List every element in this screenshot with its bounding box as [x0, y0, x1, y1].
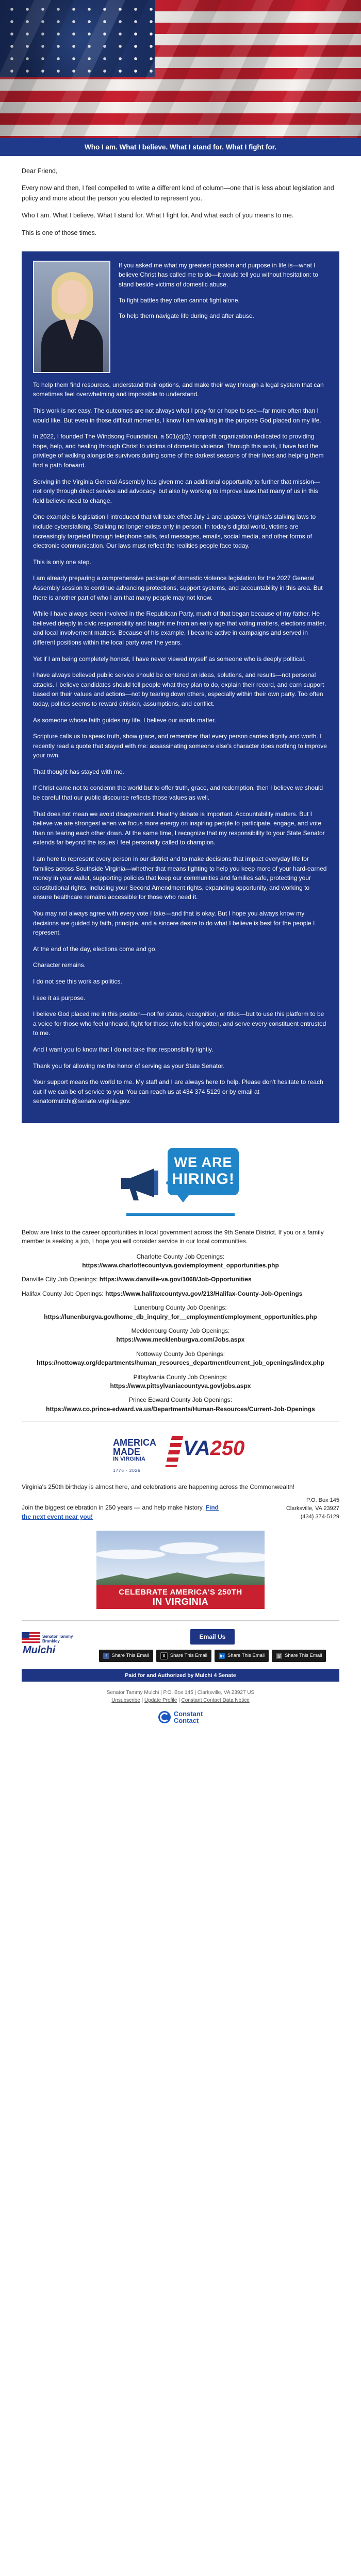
job-listing-title: Lunenburg County Job Openings:: [134, 1304, 227, 1312]
letter-paragraph: You may not always agree with every vote I take—and that is okay. But I hope you always know my decisions are guided by faith, principle, and a sincere desire to do what I believe is best for the people I represent.: [33, 910, 315, 937]
letter-paragraph: Your support means the world to me. My staff and I are always here to help. Please don't hesitate to reach out if we can be of service to you. You can reach us at 434 374 5129 or by email at senatormulchi@senate.virginia.gov.: [33, 1078, 323, 1105]
constant-contact-logo[interactable]: Constant Contact: [0, 1710, 361, 1724]
share-x-button[interactable]: X Share This Email: [156, 1650, 211, 1662]
letter-paragraph: This is only one step.: [33, 558, 91, 566]
letter-paragraph: This work is not easy. The outcomes are not always what I pray for or hope to see—far more often than I would like. But even in those difficult moments, I know I am walking in the purpose God placed on my life.: [33, 407, 321, 424]
letter-paragraph: That thought has stayed with me.: [33, 768, 124, 775]
letter-paragraph: If you asked me what my greatest passion and purpose in life is—what I believe Christ has called me to do—it would tell you without hesitation: to stand beside victims of domestic abuse.: [119, 261, 318, 289]
letter-paragraph: Scripture calls us to speak truth, show grace, and remember that every person carries dignity and worth. I recently read a quote that stayed with me: assassinating someone else's character does nothing to improve your own.: [33, 733, 327, 759]
footer-links: Unsubscribe | Update Profile | Constant Contact Data Notice: [111, 1697, 250, 1703]
hiring-line-1: WE ARE: [174, 1155, 233, 1171]
letter-paragraph: I see it as purpose.: [33, 994, 86, 1002]
job-listing-title: Halifax County Job Openings:: [22, 1290, 104, 1297]
job-listing-link[interactable]: https://www.halifaxcountyva.gov/213/Halifax-County-Job-Openings: [105, 1290, 303, 1297]
job-listing-title: Pittsylvania County Job Openings:: [133, 1373, 228, 1381]
job-listing-halifax: [22, 1290, 339, 1298]
job-listing-title: Mecklenburg County Job Openings:: [131, 1327, 230, 1335]
footer: [0, 1629, 361, 1662]
intro-paragraph: This is one of those times.: [22, 229, 97, 236]
job-listing-link[interactable]: https://www.danville-va.gov/1068/Job-Opportunities: [99, 1276, 252, 1283]
data-notice-link[interactable]: Constant Contact Data Notice: [181, 1697, 250, 1703]
job-listing-lunenburg: [22, 1303, 339, 1321]
job-listing-title: Prince Edward County Job Openings:: [128, 1396, 233, 1404]
letter-paragraph: I am here to represent every person in our district and to make decisions that impact everyday life for families across Southside Virginia—whether that means fighting to help you keep more of your hard-earned money in your wallet, supporting policies that keep our communities and families safe, protecting your constitutional rights, including your Second Amendment rights, expanding opportunity, and working to ensure healthcare remains accessible for those who need it.: [33, 855, 327, 901]
job-listing-danville: [22, 1275, 339, 1284]
sender-address: Senator Tammy Mulchi | P.O. Box 145 | Clarksville, VA 23927 US: [106, 1689, 255, 1696]
intro-paragraph: Who I am. What I believe. What I stand for. What I fight for. And what each of you means to me.: [22, 212, 294, 219]
american-flag-hero-image: [0, 0, 361, 138]
celebrate-line-1: CELEBRATE AMERICA'S 250TH: [119, 1587, 242, 1597]
celebrate-line-2: IN VIRGINIA: [152, 1596, 209, 1607]
email-us-button[interactable]: Email Us: [190, 1629, 235, 1645]
paid-for-banner: Paid for and Authorized by Mulchi 4 Senate: [22, 1669, 339, 1682]
share-facebook-button[interactable]: f Share This Email: [99, 1650, 153, 1662]
letter-paragraph: Serving in the Virginia General Assembly has given me an additional opportunity to further that mission—not only through direct service and advocacy, but also by working to improve laws that many of us in this field believe need to change.: [33, 478, 320, 504]
share-email-button[interactable]: @ Share This Email: [272, 1650, 326, 1662]
unsubscribe-link[interactable]: Unsubscribe: [111, 1697, 140, 1703]
logo-va250-text: VA250: [183, 1437, 245, 1460]
job-listing-nottoway: [22, 1350, 339, 1368]
letter-card: [22, 251, 339, 1123]
letter-lead: [119, 261, 328, 373]
logo-america-text: AMERICA MADE IN VIRGINIA: [113, 1437, 156, 1463]
email-legal-footer: [0, 1682, 361, 1732]
jobs-intro: Below are links to the career opportunities in local government across the 9th Senate District. If you or a family member is seeking a job, I hope you will consider service in our local communities.: [22, 1228, 324, 1245]
letter-paragraph: As someone whose faith guides my life, I believe our words matter.: [33, 716, 216, 724]
letter-paragraph: I am already preparing a comprehensive package of domestic violence legislation for the 2027 General Assembly session to continue advancing protections, support systems, and accountability in this area. But there is another part of who I am that many people may not know.: [33, 574, 323, 601]
header-banner: Who I am. What I believe. What I stand for. What I fight for.: [0, 138, 361, 156]
job-listing-link[interactable]: https://lunenburgva.gov/home_db_inquiry_for__employment/employment_opportunities.php: [44, 1313, 317, 1320]
letter-paragraph: And I want you to know that I do not take that responsibility lightly.: [33, 1045, 214, 1053]
letter-paragraph: To fight battles they often cannot fight alone.: [119, 296, 240, 304]
footer-social: [86, 1629, 339, 1662]
greeting: Dear Friend,: [22, 167, 58, 175]
letter-paragraph: In 2022, I founded The Windsong Foundation, a 501(c)(3) nonprofit organization dedicated to providing hope, help, and healing through Christ to victims of domestic violence. Through this work, I have had the privilege of walking alongside survivors during some of the darkest seasons of their lives and helping them find a path forward.: [33, 433, 324, 469]
letter-paragraph: At the end of the day, elections come and go.: [33, 945, 157, 953]
mailing-address: P.O. Box 145 Clarksville, VA 23927 (434) 374-5129: [286, 1497, 339, 1520]
facebook-icon: f: [103, 1653, 109, 1659]
senator-portrait-photo: [33, 261, 110, 373]
x-icon: X: [160, 1652, 168, 1659]
job-listing-link[interactable]: https://www.pittsylvaniacountyva.gov/jobs.aspx: [110, 1382, 251, 1389]
letter-body: [33, 380, 328, 1106]
job-listing-link[interactable]: https://www.charlottecountyva.gov/employment_opportunities.php: [82, 1262, 279, 1269]
letter-paragraph: If Christ came not to condemn the world but to offer truth, grace, and redemption, then I believe we should be careful that our public discourse reflects those values as well.: [33, 784, 323, 802]
letter-paragraph: I do not see this work as politics.: [33, 977, 122, 985]
va250-section: [0, 1478, 361, 1523]
section-divider: [22, 1620, 339, 1621]
va250-paragraph: Join the biggest celebration in 250 years — and help make history.: [22, 1503, 204, 1511]
job-listing-prince-edward: [22, 1396, 339, 1414]
logo-tagline: 1776 · 2026: [113, 1468, 141, 1473]
letter-paragraph: I have always believed public service should be centered on ideas, solutions, and results—not personal attacks. I believe candidates should tell people what they plan to do, explain their record, and earn support based on their values and actions—not by tearing down others, especially within their own party. Too often today, politics seems to reward division, assumptions, and conflict.: [33, 671, 324, 707]
letter-paragraph: To help them navigate life during and after abuse.: [119, 312, 254, 320]
celebrate-america-250-image: [96, 1531, 265, 1609]
hiring-graphic: [0, 1132, 361, 1228]
job-listing-title: Danville City Job Openings:: [22, 1276, 98, 1283]
constant-contact-icon: [158, 1711, 171, 1723]
job-listing-link[interactable]: https://nottoway.org/departments/human_resources_department/current_job_openings/index.php: [37, 1359, 324, 1367]
letter-paragraph: One example is legislation I introduced that will take effect July 1 and updates Virginia's stalking laws to include cyberstalking. Stalking no longer exists only in person. In today's digital world, victims are increasingly targeted through telephone calls, text messages, emails, social media, and other forms of electronic communication. Our laws must reflect the realities people face today.: [33, 513, 316, 550]
va250-paragraph: Virginia's 250th birthday is almost here, and celebrations are happening across the Commonwealth!: [22, 1483, 295, 1491]
letter-paragraph: That does not mean we avoid disagreement. Healthy debate is important. Accountability matters. But I believe we are strongest when we focus more energy on inspiring people to participate, engage, and vote than on tearing each other down. At the same time, I recognize that my responsibility to your State Senator extends far beyond the issues I feel personally called to champion.: [33, 810, 325, 846]
share-linkedin-button[interactable]: in Share This Email: [215, 1650, 269, 1662]
job-listing-link[interactable]: https://www.co.prince-edward.va.us/Departments/Human-Resources/Current-Job-Openings: [46, 1405, 315, 1413]
job-listing-title: Nottoway County Job Openings:: [136, 1350, 225, 1358]
job-listing-pittsylvania: [22, 1373, 339, 1391]
share-buttons: [99, 1650, 326, 1662]
hiring-line-2: HIRING!: [172, 1171, 235, 1188]
letter-paragraph: While I have always been involved in the Republican Party, much of that began because of my father. He believed deeply in civic responsibility and taught me from an early age that voting matters, elections matter, and local involvement matters. Because of his example, I became active in campaigns and served in different positions within the local party over the years.: [33, 610, 326, 646]
letter-paragraph: Yet if I am being completely honest, I have never viewed myself as someone who is deeply political.: [33, 655, 306, 663]
we-are-hiring-bubble: [168, 1148, 239, 1195]
jobs-section: [0, 1228, 361, 1414]
find-event-link[interactable]: Find the next event near you!: [22, 1503, 219, 1520]
email-icon: @: [276, 1653, 282, 1658]
letter-paragraph: Thank you for allowing me the honor of serving as your State Senator.: [33, 1062, 225, 1070]
linkedin-icon: in: [220, 1653, 224, 1658]
job-listing-charlotte: [22, 1252, 339, 1270]
intro-paragraph: Every now and then, I feel compelled to write a different kind of column—one that is less about legislation and policy and more about the person you elected to represent you.: [22, 184, 334, 202]
letter-paragraph: I believe God placed me in this position—not for status, recognition, or titles—but to use this platform to be a voice for those who feel unheard, fight for those who feel forgotten, and serve every constituent entrusted to me.: [33, 1010, 326, 1037]
letter-paragraph: Character remains.: [33, 961, 86, 969]
america-250-logo: [0, 1429, 361, 1478]
update-profile-link[interactable]: Update Profile: [144, 1697, 177, 1703]
letter-paragraph: To help them find resources, understand their options, and make their way through a legal system that can sometimes feel overwhelming and impossible to understand.: [33, 381, 324, 398]
intro-section: [0, 156, 361, 248]
job-listing-mecklenburg: [22, 1327, 339, 1345]
job-listing-title: Charlotte County Job Openings:: [136, 1252, 225, 1260]
mulchi-senate-logo: Senator Tammy Brankley Mulchi: [22, 1629, 78, 1662]
job-listing-link[interactable]: https://www.mecklenburgva.com/Jobs.aspx: [116, 1336, 245, 1344]
